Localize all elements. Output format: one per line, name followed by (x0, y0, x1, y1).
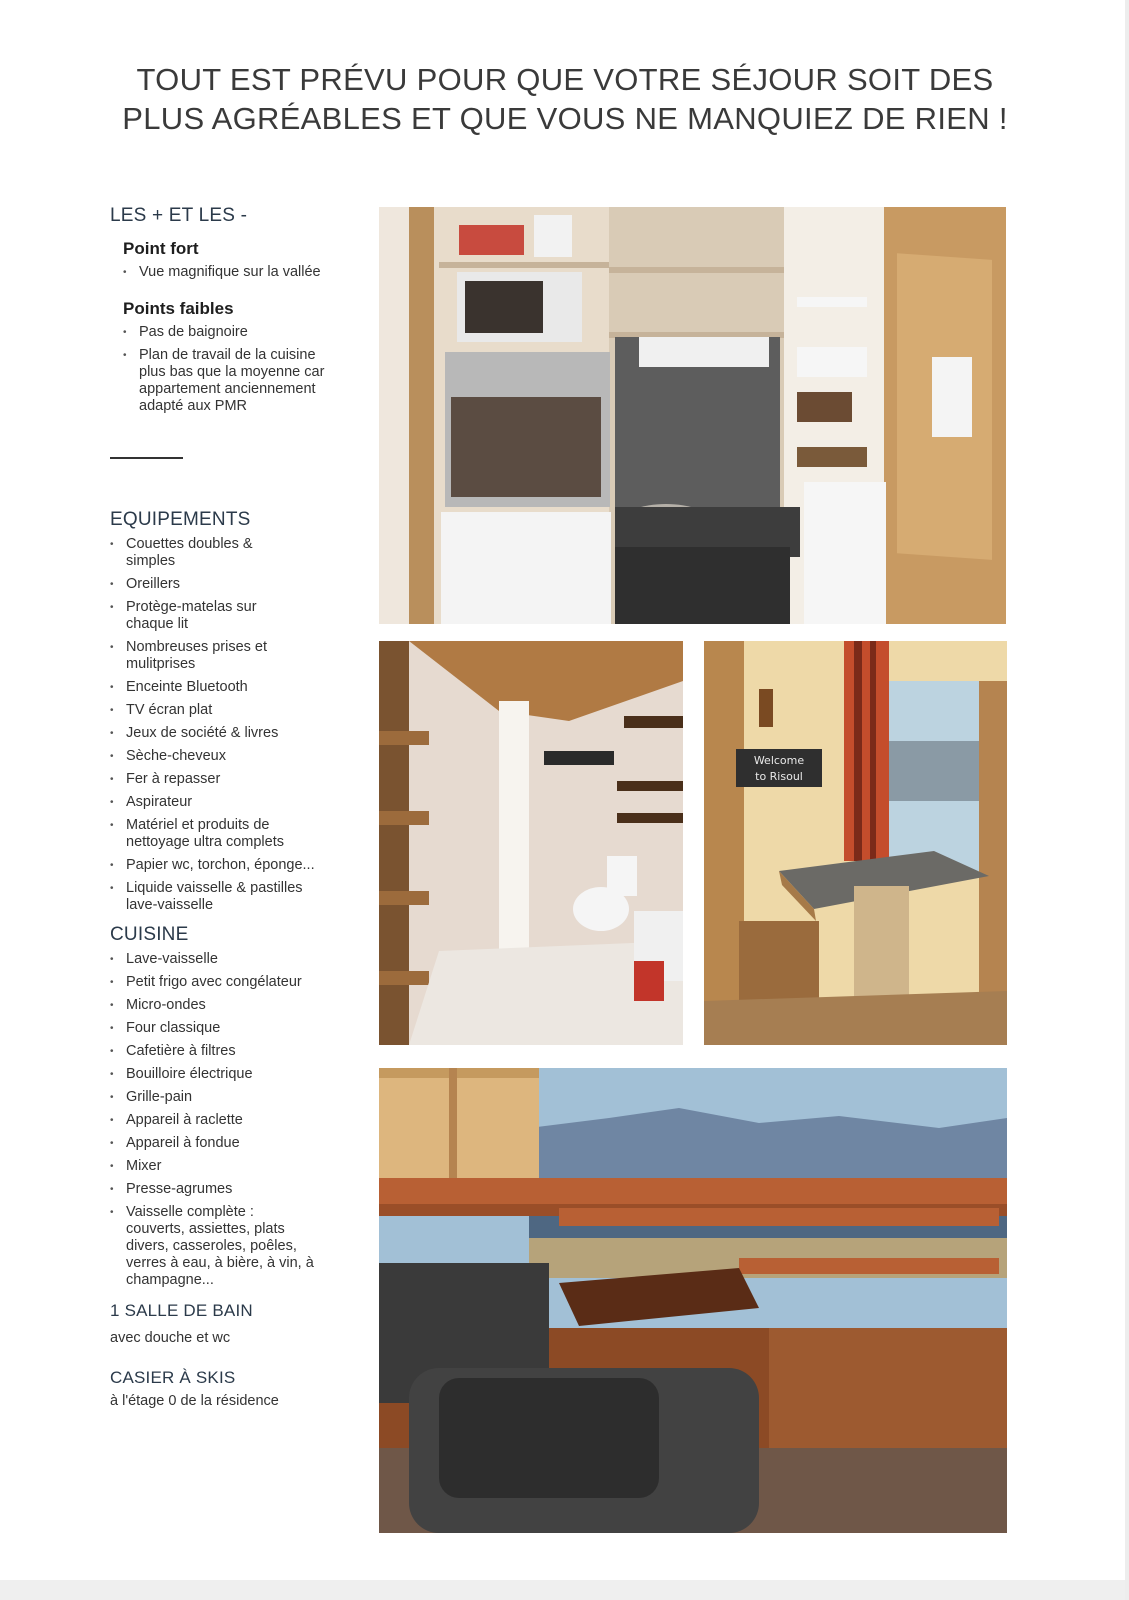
list-item: • Couettes doubles & simples (110, 536, 260, 570)
welcome-sign-text-line-2: to Risoul (755, 770, 803, 783)
list-item: • TV écran plat (110, 702, 350, 719)
list-item: • Jeux de société & livres (110, 725, 350, 742)
list-item: • Nombreuses prises et mulitprises (110, 639, 310, 673)
list-item: • Pas de baignoire (123, 324, 343, 341)
list-item: • Plan de travail de la cuisine plus bas que la moyenne car appartement anciennement adapté aux PMR (123, 347, 343, 415)
list-item: • Micro-ondes (110, 997, 355, 1014)
kitchen-photo (379, 207, 1006, 624)
ski-locker-section (110, 1368, 355, 1409)
pros-cons-section (110, 205, 355, 415)
kitchen-photo-illustration (379, 207, 1006, 624)
list-item: • Sèche-cheveux (110, 748, 350, 765)
list-item: • Presse-agrumes (110, 1181, 355, 1198)
amenities-column (110, 205, 355, 1409)
equipment-section (110, 509, 355, 914)
list-item: • Petit frigo avec congélateur (110, 974, 355, 991)
page-title-line-1: TOUT EST PRÉVU POUR QUE VOTRE SÉJOUR SOIT DES (136, 62, 994, 97)
page-right-edge (1125, 0, 1129, 1600)
page-bottom-bar (0, 1580, 1129, 1600)
ski-locker-heading: CASIER À SKIS (110, 1368, 236, 1387)
list-item: • Appareil à raclette (110, 1112, 355, 1129)
dining-photo (704, 641, 1007, 1045)
ski-locker-text: à l'étage 0 de la résidence (110, 1393, 279, 1409)
dining-photo-illustration (704, 641, 1007, 1045)
bathroom-section (110, 1301, 355, 1346)
strengths-heading: Point fort (123, 239, 199, 258)
list-item: • Fer à repasser (110, 771, 350, 788)
bathroom-photo-illustration (379, 641, 683, 1045)
list-item: • Cafetière à filtres (110, 1043, 355, 1060)
list-item: • Grille-pain (110, 1089, 355, 1106)
pros-cons-heading: LES + ET LES - (110, 205, 248, 226)
list-item: • Four classique (110, 1020, 355, 1037)
list-item: • Vaisselle complète : couverts, assiettes, plats divers, casseroles, poêles, verres à eau, à bière, à vin, à champagne... (110, 1204, 315, 1289)
bathroom-text: avec douche et wc (110, 1330, 231, 1346)
list-item: • Oreillers (110, 576, 350, 593)
bathroom-heading: 1 SALLE DE BAIN (110, 1301, 253, 1320)
list-item: • Protège-matelas sur chaque lit (110, 599, 280, 633)
list-item: • Bouilloire électrique (110, 1066, 355, 1083)
strengths-list (123, 264, 355, 281)
kitchen-heading: CUISINE (110, 924, 189, 945)
strengths-block (123, 239, 355, 281)
list-item: • Lave-vaisselle (110, 951, 355, 968)
section-divider (110, 457, 183, 459)
weaknesses-block (123, 299, 355, 415)
welcome-sign-text-line-1: Welcome (753, 754, 805, 767)
page-title (90, 60, 1040, 138)
equipment-list (110, 536, 350, 914)
list-item: • Papier wc, torchon, éponge... (110, 857, 350, 874)
list-item: • Mixer (110, 1158, 355, 1175)
list-item: • Vue magnifique sur la vallée (123, 264, 355, 281)
list-item: • Matériel et produits de nettoyage ultra complets (110, 817, 310, 851)
bathroom-photo (379, 641, 683, 1045)
equipment-heading: EQUIPEMENTS (110, 509, 251, 530)
list-item: • Appareil à fondue (110, 1135, 355, 1152)
list-item: • Enceinte Bluetooth (110, 679, 350, 696)
kitchen-list (110, 951, 355, 1289)
weaknesses-heading: Points faibles (123, 299, 234, 318)
balcony-photo-illustration (379, 1068, 1007, 1533)
kitchen-section (110, 924, 355, 1289)
balcony-photo (379, 1068, 1007, 1533)
list-item: • Liquide vaisselle & pastilles lave-vaisselle (110, 880, 325, 914)
page-title-line-2: PLUS AGRÉABLES ET QUE VOUS NE MANQUIEZ DE RIEN ! (122, 101, 1008, 136)
weaknesses-list (123, 324, 343, 415)
list-item: • Aspirateur (110, 794, 350, 811)
